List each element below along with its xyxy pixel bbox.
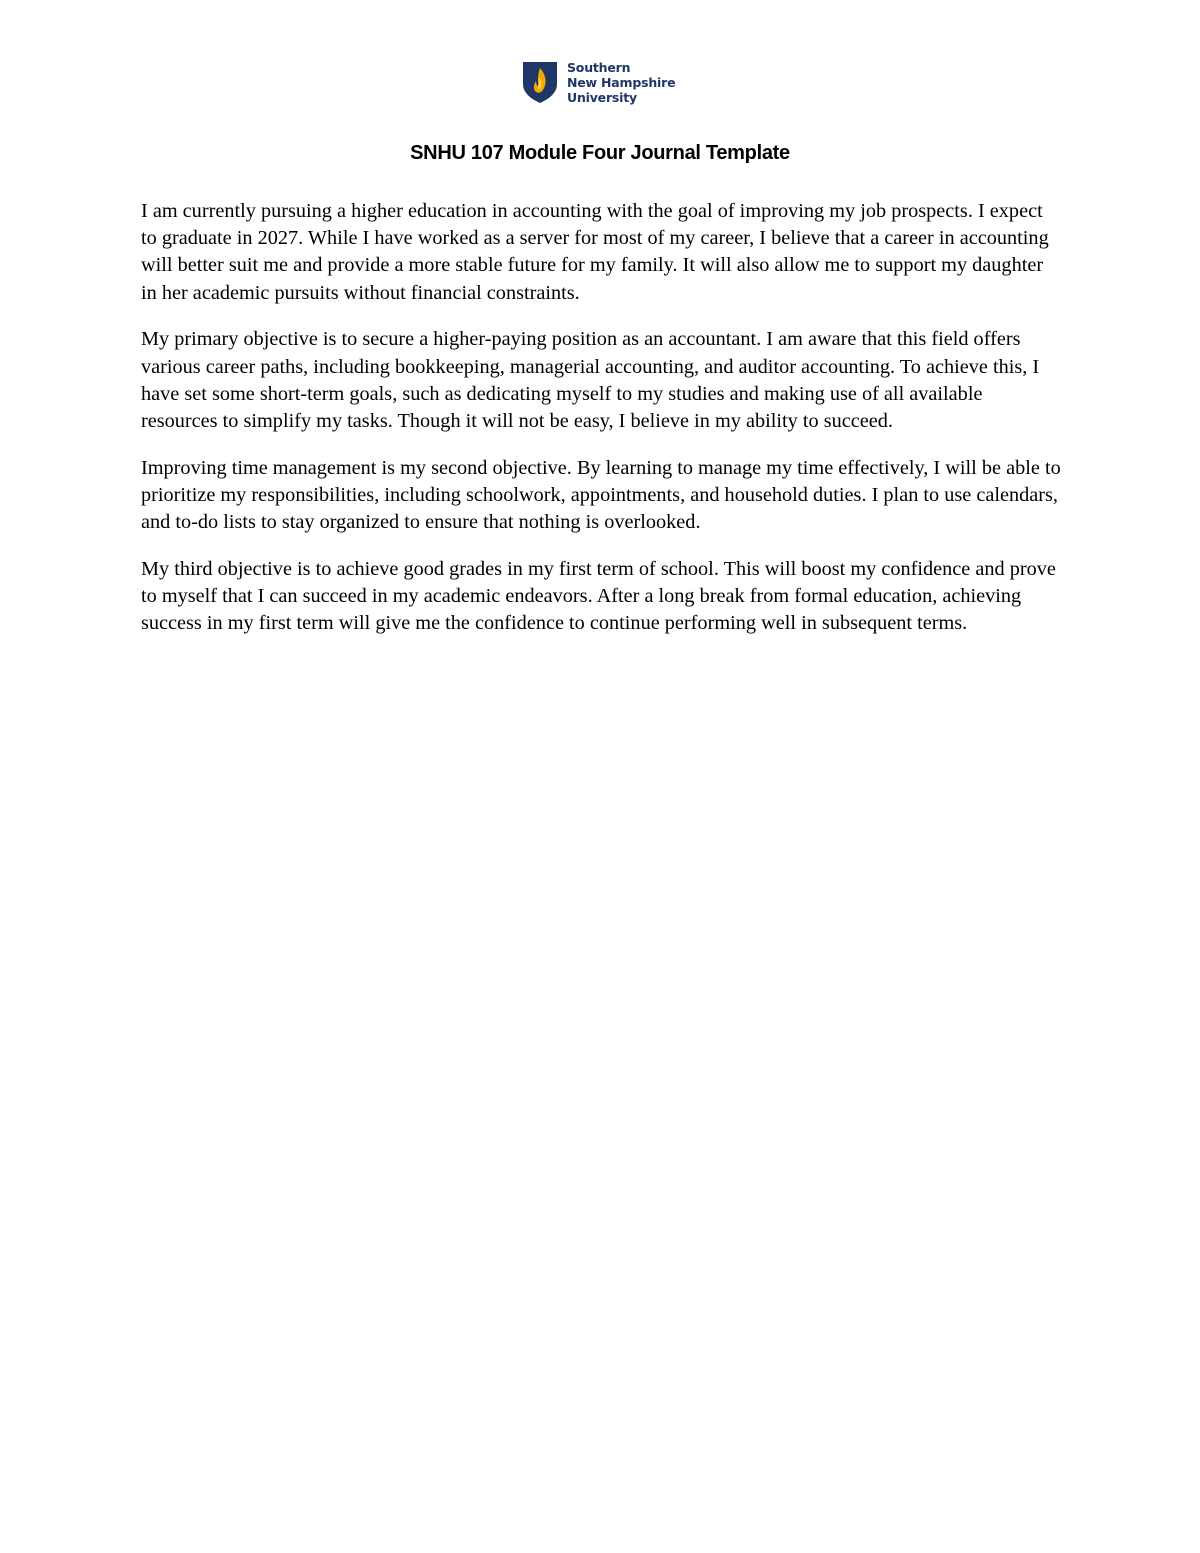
paragraph-4: My third objective is to achieve good grades in my first term of school. This will boost my confidence and prove to myself that I can succeed in my academic endeavors. After a long break from formal education, achieving success in my first term will give me the confidence to continue performing well in subsequent terms.	[141, 557, 1056, 635]
logo-line-1: Southern	[567, 60, 631, 75]
logo-line-3: University	[567, 90, 637, 105]
paragraph-3: Improving time management is my second objective. By learning to manage my time effectively, I will be able to prioritize my responsibilities, including schoolwork, appointments, and household duties. I plan to use calendars, and to-do lists to stay organized to ensure that nothing is overlooked.	[141, 456, 1061, 534]
shield-flame-icon	[521, 60, 559, 104]
logo-wordmark	[567, 60, 675, 105]
document-body	[141, 198, 1061, 657]
paragraph-1: I am currently pursuing a higher education in accounting with the goal of improving my job prospects. I expect to graduate in 2027. While I have worked as a server for most of my career, I believe that a career in accounting will better suit me and provide a more stable future for my family. It will also allow me to support my daughter in her academic pursuits without financial constraints.	[141, 200, 1049, 304]
snhu-logo	[521, 58, 691, 108]
logo-line-2: New Hampshire	[567, 75, 676, 90]
paragraph-2: My primary objective is to secure a higher-paying position as an accountant. I am aware that this field offers various career paths, including bookkeeping, managerial accounting, and auditor accounting. To achieve this, I have set some short-term goals, such as dedicating myself to my studies and making use of all available resources to simplify my tasks. Though it will not be easy, I believe in my ability to succeed.	[141, 328, 1040, 432]
document-title: SNHU 107 Module Four Journal Template	[410, 142, 790, 164]
